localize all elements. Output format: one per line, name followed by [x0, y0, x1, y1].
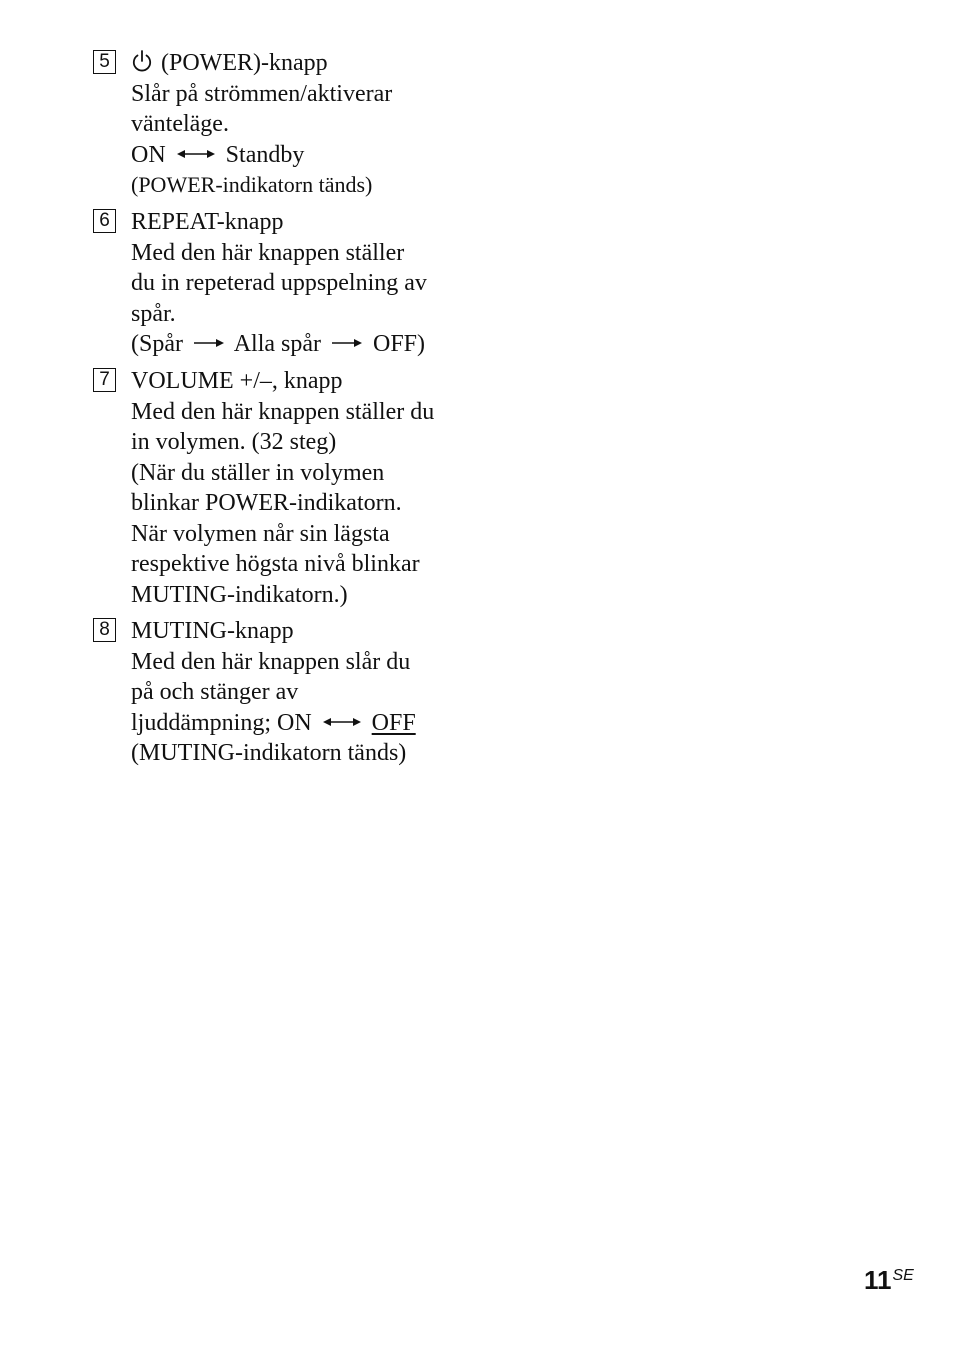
- item-text-line: När volymen når sin lägsta: [131, 520, 390, 547]
- item-text-line: MUTING-indikatorn.): [131, 581, 348, 608]
- item-title: VOLUME +/–, knapp: [131, 368, 343, 394]
- item-note: (POWER-indikatorn tänds): [131, 172, 373, 197]
- page-language-suffix: SE: [892, 1267, 914, 1284]
- page-number: [864, 1265, 914, 1296]
- item-number-badge: 7: [93, 368, 116, 392]
- item-number-badge: 6: [93, 209, 116, 233]
- item-text-line: Med den här knappen ställer du: [131, 398, 435, 425]
- page-number-value: 11: [864, 1265, 892, 1295]
- item-text-line: du in repeterad uppspelning av: [131, 270, 427, 296]
- arrow-right-icon: [194, 337, 224, 349]
- item-text-line: på och stänger av: [131, 679, 299, 705]
- toggle-state-b-default: OFF: [371, 709, 416, 736]
- toggle-prefix: ljuddämpning;: [131, 709, 271, 736]
- seq-close: ): [417, 331, 426, 357]
- item-number-badge: 8: [93, 618, 116, 642]
- double-arrow-icon: [177, 148, 215, 160]
- item-note: (MUTING-indikatorn tänds): [131, 740, 407, 766]
- seq-open: (: [131, 331, 139, 357]
- item-title: (POWER)-knapp: [161, 50, 328, 76]
- toggle-state-a: ON: [277, 709, 312, 736]
- power-icon: [131, 49, 153, 73]
- double-arrow-icon: [323, 716, 361, 728]
- item-text-line: (När du ställer in volymen: [131, 459, 385, 486]
- item-number-badge: 5: [93, 50, 116, 74]
- item-title: REPEAT-knapp: [131, 209, 284, 235]
- toggle-state-b: Standby: [225, 141, 305, 168]
- seq-step-b: Alla spår: [233, 331, 321, 357]
- item-text-line: in volymen. (32 steg): [131, 429, 337, 455]
- item-text-line: Med den här knappen ställer: [131, 239, 405, 266]
- item-text-line: spår.: [131, 300, 176, 327]
- item-text-line: vänteläge.: [131, 111, 229, 137]
- seq-step-c: OFF: [373, 331, 418, 357]
- item-text-line: Slår på strömmen/aktiverar: [131, 80, 393, 107]
- seq-step-a: Spår: [139, 331, 183, 357]
- item-text-line: blinkar POWER-indikatorn.: [131, 490, 402, 516]
- arrow-right-icon: [332, 337, 362, 349]
- item-text-line: Med den här knappen slår du: [131, 648, 411, 675]
- item-title: MUTING-knapp: [131, 618, 294, 644]
- toggle-state-a: ON: [131, 141, 166, 168]
- item-text-line: respektive högsta nivå blinkar: [131, 551, 420, 577]
